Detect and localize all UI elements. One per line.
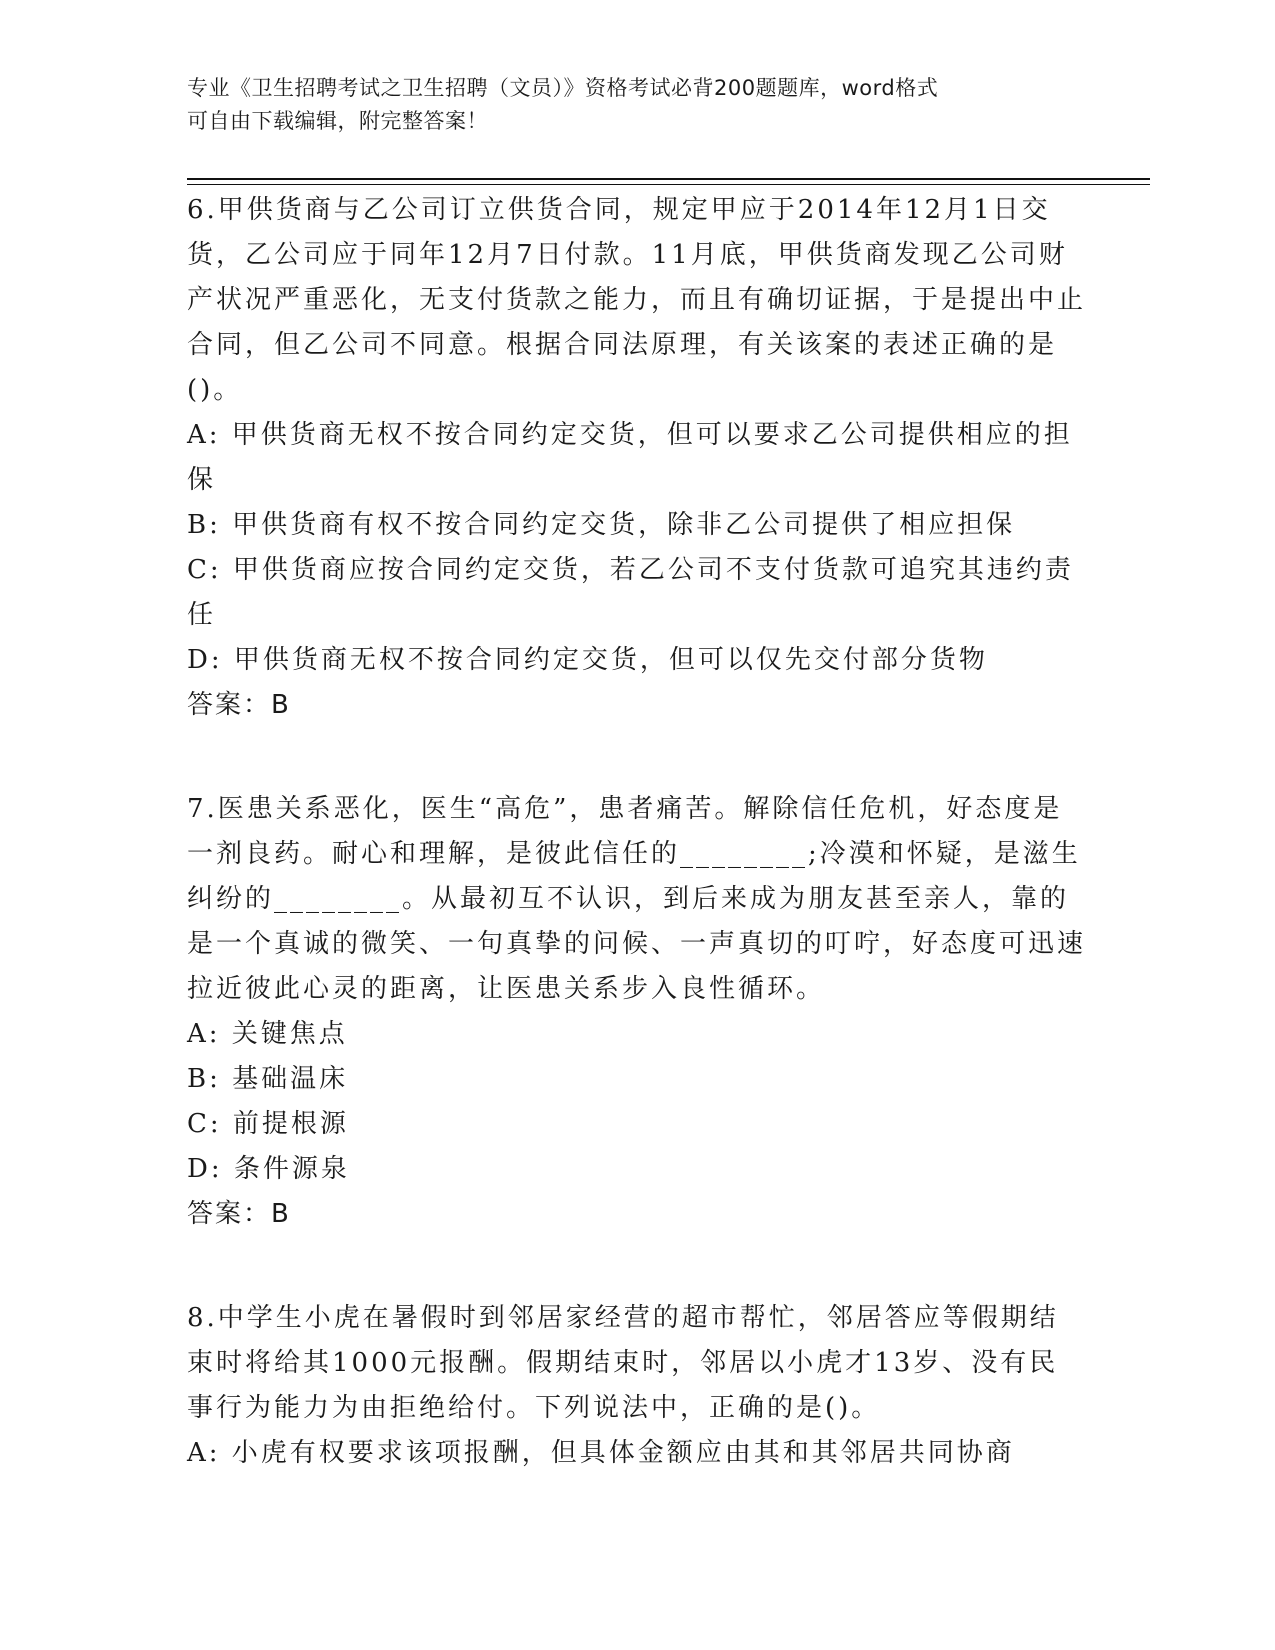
option-b: B: 基础温床 xyxy=(187,1064,349,1094)
question-spacer xyxy=(187,728,1087,787)
option-b: B: 甲供货商有权不按合同约定交货，除非乙公司提供了相应担保 xyxy=(187,510,1016,540)
document-header xyxy=(187,72,1087,138)
question-spacer xyxy=(187,1237,1087,1296)
header-rule-thin xyxy=(187,184,1150,185)
header-rule-thick xyxy=(187,178,1150,180)
option-d: D: 甲供货商无权不按合同约定交货，但可以仅先交付部分货物 xyxy=(187,645,988,675)
answer-line: 答案：B xyxy=(187,690,291,720)
option-a: A: 关键焦点 xyxy=(187,1019,348,1049)
question-8 xyxy=(187,1296,1087,1476)
question-stem: 8.中学生小虎在暑假时到邻居家经营的超市帮忙，邻居答应等假期结束时将给其1000元报酬。假期结束时，邻居以小虎才13岁、没有民事行为能力为由拒绝给付。下列说法中，正确的是()。 xyxy=(187,1303,1059,1423)
option-c: C: 甲供货商应按合同约定交货，若乙公司不支付货款可追究其违约责任 xyxy=(187,555,1074,630)
question-stem: 7.医患关系恶化，医生“高危”，患者痛苦。解除信任危机，好态度是一剂良药。耐心和理解，是彼此信任的________;冷漠和怀疑，是滋生纠纷的________。从最初互不认识，到后来成为朋友甚至亲人，靠的是一个真诚的微笑、一句真挚的问候、一声真切的叮咛，好态度可迅速拉近彼此心灵的距离，让医患关系步入良性循环。 xyxy=(187,794,1087,1004)
question-7 xyxy=(187,787,1087,1237)
option-a: A: 甲供货商无权不按合同约定交货，但可以要求乙公司提供相应的担保 xyxy=(187,420,1073,495)
question-list xyxy=(187,188,1087,1476)
question-stem: 6.甲供货商与乙公司订立供货合同，规定甲应于2014年12月1日交货，乙公司应于同年12月7日付款。11月底，甲供货商发现乙公司财产状况严重恶化，无支付货款之能力，而且有确切证据，于是提出中止合同，但乙公司不同意。根据合同法原理，有关该案的表述正确的是()。 xyxy=(187,195,1087,405)
header-line-1: 专业《卫生招聘考试之卫生招聘（文员）》资格考试必背200题题库，word格式 xyxy=(187,76,939,100)
header-line-2: 可自由下载编辑，附完整答案！ xyxy=(187,109,488,133)
option-c: C: 前提根源 xyxy=(187,1109,349,1139)
question-6 xyxy=(187,188,1087,728)
option-d: D: 条件源泉 xyxy=(187,1154,350,1184)
option-a: A: 小虎有权要求该项报酬，但具体金额应由其和其邻居共同协商 xyxy=(187,1438,1015,1468)
answer-line: 答案：B xyxy=(187,1199,291,1229)
